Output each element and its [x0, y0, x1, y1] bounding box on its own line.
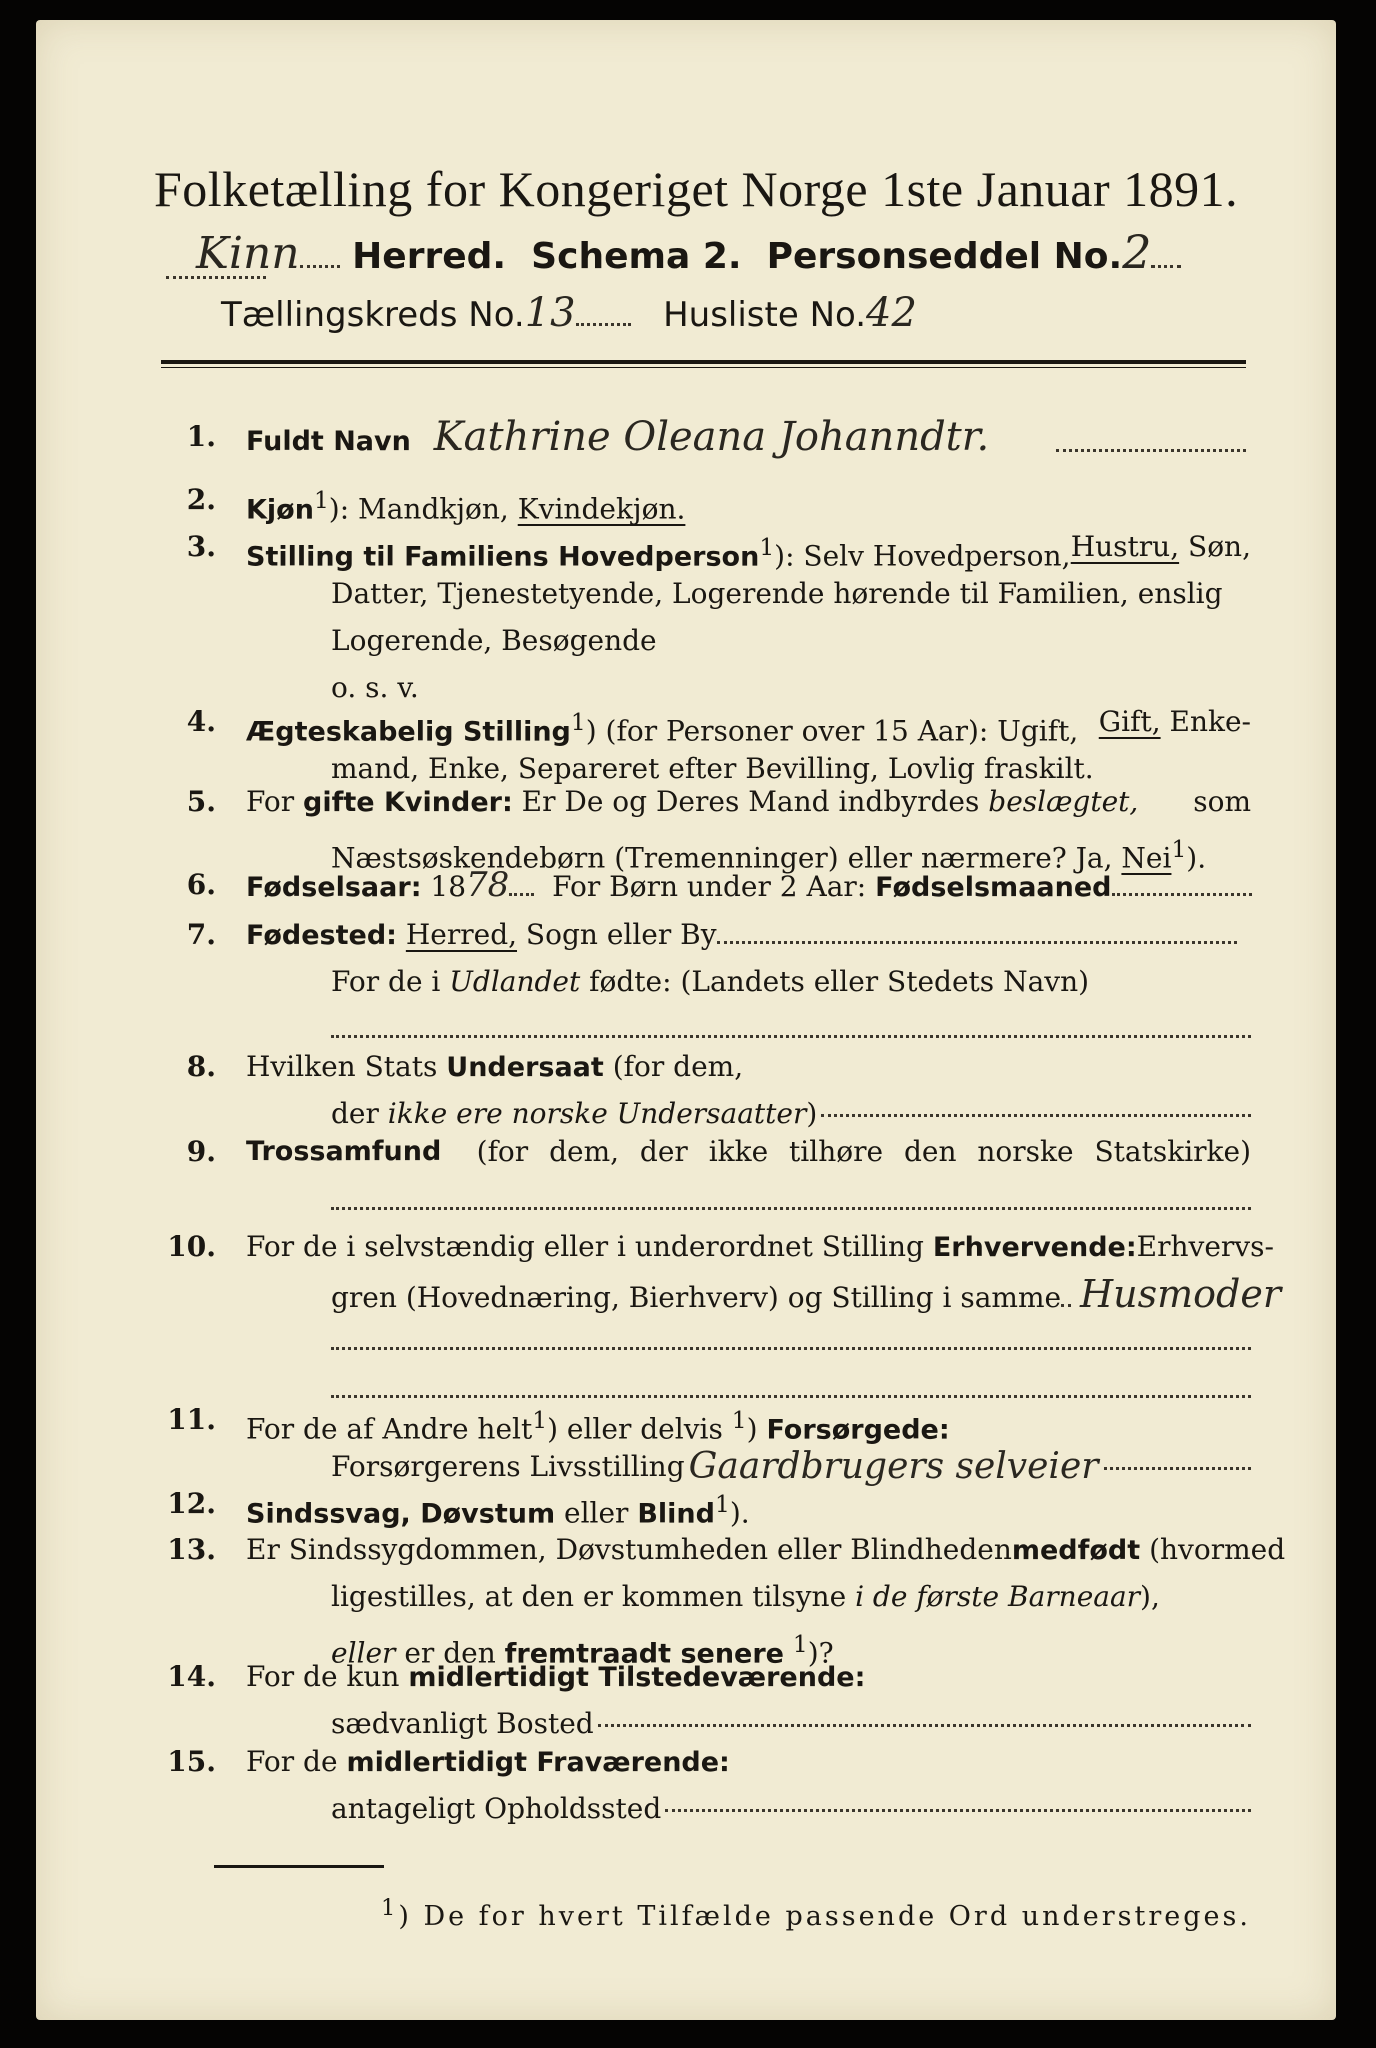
birth-year-label: Fødselsaar: — [246, 872, 422, 903]
personseddel-value: 2 — [1122, 225, 1152, 279]
herred-line — [166, 225, 1266, 285]
item-number: 4. — [186, 705, 216, 738]
taellingskreds-line — [221, 290, 1221, 350]
item-number: 7. — [186, 918, 216, 951]
item-number: 15. — [167, 1745, 216, 1778]
header-rule-thin — [161, 367, 1246, 368]
marital-status-selected: Gift, — [1098, 705, 1161, 738]
item-number: 2. — [186, 483, 216, 516]
married-women-label: gifte Kvinder: — [303, 787, 513, 818]
item-number: 11. — [167, 1403, 216, 1436]
husliste-value: 42 — [866, 290, 917, 336]
item-number: 1. — [186, 420, 216, 453]
item-number: 5. — [186, 785, 216, 818]
marital-status-label: Ægteskabelig Stilling — [246, 716, 571, 748]
item-number: 12. — [167, 1487, 216, 1520]
supporter-occupation-answer: Gaardbrugers selveier — [688, 1446, 1099, 1487]
full-name-label: Fuldt Navn — [246, 426, 411, 457]
birth-year-answer: 78 — [466, 865, 510, 905]
item-number: 8. — [186, 1050, 216, 1083]
personseddel-label: Personseddel No. — [766, 236, 1123, 277]
occupation-answer: Husmoder — [1080, 1272, 1282, 1316]
religion-label: Trossamfund — [246, 1136, 442, 1167]
sex-label: Kjøn — [246, 494, 314, 526]
header-rule — [161, 360, 1246, 364]
disability-label: Sindssvag, Døvstum — [246, 1498, 556, 1530]
birthplace-selected: Herred, — [405, 918, 518, 951]
item-number: 6. — [186, 868, 216, 901]
form-title: Folketælling for Kongeriget Norge 1ste Januar 1891. — [154, 161, 1239, 217]
temporary-absent-label: midlertidigt Fraværende: — [346, 1747, 730, 1778]
supported-label: Forsørgede: — [766, 1414, 950, 1446]
herred-label: Herred. — [352, 236, 507, 277]
occupation-label: Erhvervende: — [932, 1232, 1137, 1263]
temporary-present-label: midlertidigt Tilstedeværende: — [408, 1662, 866, 1693]
census-form: Folketælling for Kongeriget Norge 1ste Januar 1891. Kinn Herred. Schema 2. Personseddel No.2 Tællingskreds No.13 Husliste No.42 1. Fuldt Navn Kathrine Oleana Johanndtr. 2. Kjøn$^1$): Mandkjøn, Kvindekjøn. 3. Stilling til Familiens Hovedperson$^1$): Selv Hovedperson, Hustru, Søn, Datter, Tjenestetyende, Logerende hørende til Familien, enslig Logerende, Besøgende o. s. v. 4. Ægteskabelig Stilling$^1$) (for Personer over 15 Aar): Ugift, Gift, Enke- mand, Enke, Separeret efter Bevilling, Lovlig fraskilt. 5. For gifte Kvinder: Er De og Deres Mand indbyrdes beslægtet, som Næstsøskendebørn (Tremenninger) eller nærmere? Ja, Nei$^1$). 6. Fødselsaar: 1878 For Børn under 2 Aar: Fødselsmaaned 7. Fødested: Herred, Sogn eller By For de i Udlandet fødte: (Landets eller Stedets Navn) 8. Hvilken Stats Undersaat (for dem, der ikke ere norske Undersaatter ) 9. Trossamfund (for dem, der ikke tilhøre den norske Statskirke) 10. For de i selvstændig eller i underordnet Stilling Erhvervende: Erhvervs- gren (Hovednæring, Bierhverv) og Stilling i samme Husmoder 11. For de af Andre helt$^1$) eller delvis $^1$) Forsørgede: Forsørgerens Livsstilling Gaardbrugers selveier 12. Sindssvag, Døvstum eller Blind$^1$). 13. Er Sindssygdommen, Døvstumheden eller Blindheden medfødt (hvormed ligestilles, at den er kommen tilsyne i de første Barneaar), eller er den fremtraadt senere $^1$)? 14. For de kun midlertidigt Tilstedeværende: sædvanligt Bosted 15. For de midlertidigt Fraværende: antageligt Opholdssted $^1$) De for hvert Tilfælde passende Ord understreges. — [36, 20, 1336, 2020]
full-name-answer: Kathrine Oleana Johanndtr. — [433, 414, 990, 460]
congenital-label: medfødt — [1011, 1535, 1141, 1566]
taellingskreds-label: Tællingskreds No. — [221, 295, 525, 335]
family-position-selected: Hustru, — [1070, 530, 1180, 563]
item-number: 9. — [186, 1135, 216, 1168]
family-position-label: Stilling til Familiens Hovedperson — [246, 541, 760, 573]
footnote: $^1$) De for hvert Tilfælde passende Ord understreges. — [381, 1895, 1251, 1932]
item-number: 3. — [186, 530, 216, 563]
citizenship-label: Undersaat — [446, 1052, 604, 1083]
birthplace-label: Fødested: — [246, 920, 397, 951]
item-number: 10. — [167, 1230, 216, 1263]
birth-month-label: Fødselsmaaned — [875, 872, 1112, 903]
taellingskreds-value: 13 — [524, 290, 576, 336]
item-number: 13. — [167, 1533, 216, 1566]
sex-selected-option: Kvindekjøn. — [517, 492, 686, 526]
husliste-label: Husliste No. — [663, 295, 867, 335]
related-selected-option: Nei — [1121, 841, 1172, 875]
footnote-rule — [214, 1865, 384, 1868]
herred-handwritten: Kinn — [196, 228, 300, 279]
schema-label: Schema 2. — [531, 236, 742, 277]
item-number: 14. — [167, 1660, 216, 1693]
